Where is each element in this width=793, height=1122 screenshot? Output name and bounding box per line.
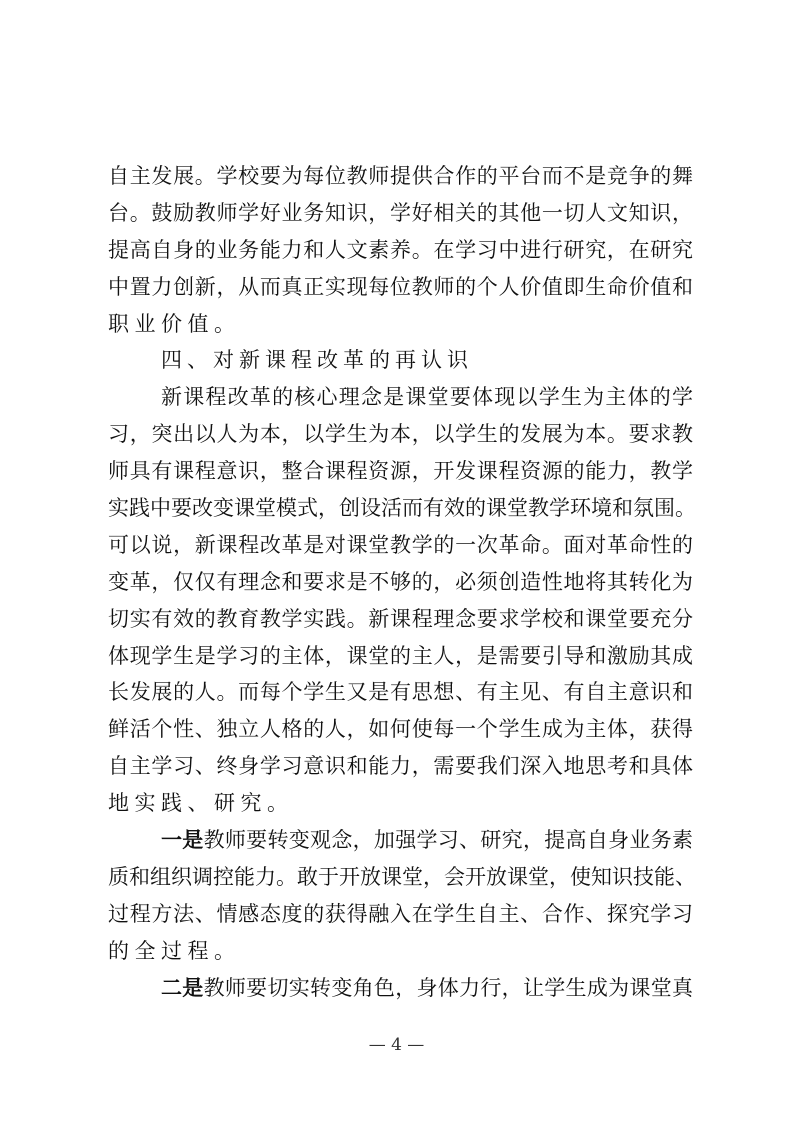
line-text: 教师要转变观念，加强学习、研究，提高自身业务素 xyxy=(203,828,694,853)
section-heading xyxy=(108,342,693,379)
page-number: — 4 — xyxy=(368,1035,425,1055)
line-text: 提高自身的业务能力和人文素养。在学习中进行研究，在研究 xyxy=(108,237,693,262)
line-text: 切实有效的教育教学实践。新课程理念要求学校和课堂要充分 xyxy=(108,606,693,631)
text-line xyxy=(108,970,693,1007)
text-line xyxy=(108,601,693,638)
text-line xyxy=(108,859,696,896)
line-text: 教师要切实转变角色，身体力行，让学生成为课堂真 xyxy=(203,975,694,1000)
text-line xyxy=(108,453,693,490)
line-text: 体现学生是学习的主体，课堂的主人，是需要引导和激励其成 xyxy=(108,643,693,668)
line-text: 质和组织调控能力。敢于开放课堂，会开放课堂，使知识技能、 xyxy=(108,864,696,889)
line-text: 四、对新课程改革的再认识 xyxy=(161,348,473,373)
text-line xyxy=(108,674,693,711)
text-line xyxy=(108,933,693,970)
bold-lead-text: 一是 xyxy=(161,827,204,853)
text-line xyxy=(108,785,693,822)
text-line xyxy=(108,711,693,748)
line-text: 鲜活个性、独立人格的人，如何使每一个学生成为主体，获得 xyxy=(108,717,693,742)
line-text: 长发展的人。而每个学生又是有思想、有主见、有自主意识和 xyxy=(108,680,693,705)
text-line xyxy=(108,269,693,306)
line-text: 台。鼓励教师学好业务知识，学好相关的其他一切人文知识， xyxy=(108,200,693,225)
line-text: 的全过程。 xyxy=(108,938,241,963)
text-line xyxy=(108,158,693,195)
line-text: 地实践、研究。 xyxy=(108,791,294,816)
line-text: 过程方法、情感态度的获得融入在学生自主、合作、探究学习 xyxy=(108,901,693,926)
text-line xyxy=(108,638,693,675)
line-text: 实践中要改变课堂模式，创设活而有效的课堂教学环境和氛围。 xyxy=(108,496,696,521)
line-text: 师具有课程意识，整合课程资源，开发课程资源的能力，教学 xyxy=(108,459,693,484)
text-line xyxy=(108,896,693,933)
line-text: 中置力创新，从而真正实现每位教师的个人价值即生命价值和 xyxy=(108,274,693,299)
text-line xyxy=(108,232,693,269)
text-line xyxy=(108,416,693,453)
text-line xyxy=(108,748,693,785)
text-line xyxy=(108,564,693,601)
line-text: 职业价值。 xyxy=(108,311,241,336)
text-line xyxy=(108,490,696,527)
text-line xyxy=(108,822,693,859)
line-text: 习，突出以人为本，以学生为本，以学生的发展为本。要求教 xyxy=(108,422,693,447)
document-body xyxy=(108,158,696,1006)
text-line xyxy=(108,527,693,564)
line-text: 可以说，新课程改革是对课堂教学的一次革命。面对革命性的 xyxy=(108,532,693,557)
text-line xyxy=(108,195,693,232)
line-text: 新课程改革的核心理念是课堂要体现以学生为主体的学 xyxy=(161,385,693,410)
line-text: 自主发展。学校要为每位教师提供合作的平台而不是竞争的舞 xyxy=(108,164,693,188)
line-text: 变革，仅仅有理念和要求是不够的，必须创造性地将其转化为 xyxy=(108,569,693,594)
text-line xyxy=(108,306,693,343)
text-line xyxy=(108,379,693,416)
bold-lead-text: 二是 xyxy=(161,974,204,1000)
line-text: 自主学习、终身学习意识和能力，需要我们深入地思考和具体 xyxy=(108,754,693,779)
